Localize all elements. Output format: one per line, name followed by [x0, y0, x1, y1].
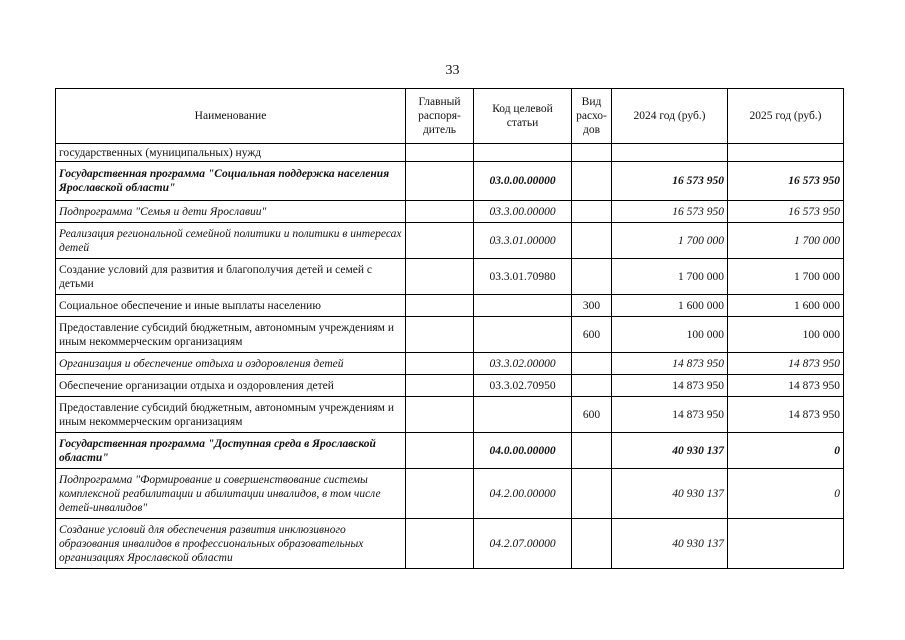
cell-code: 03.0.00.00000 — [474, 162, 572, 201]
table-body — [56, 144, 844, 569]
cell-admin — [406, 397, 474, 433]
cell-y2025: 14 873 950 — [728, 397, 844, 433]
cell-code: 03.3.01.00000 — [474, 223, 572, 259]
cell-y2025 — [728, 519, 844, 569]
table-row — [56, 223, 844, 259]
cell-y2025: 1 700 000 — [728, 259, 844, 295]
budget-table — [55, 88, 844, 569]
cell-y2025 — [728, 144, 844, 162]
cell-vid — [572, 469, 612, 519]
cell-name: Подпрограмма "Семья и дети Ярославии" — [56, 201, 406, 223]
cell-admin — [406, 519, 474, 569]
cell-vid — [572, 259, 612, 295]
cell-code: 03.3.00.00000 — [474, 201, 572, 223]
table-row — [56, 295, 844, 317]
cell-vid: 600 — [572, 397, 612, 433]
cell-name: Подпрограмма "Формирование и совершенствование системы комплексной реабилитации и абилитации инвалидов, в том числе детей-инвалидов" — [56, 469, 406, 519]
cell-y2025: 1 600 000 — [728, 295, 844, 317]
table-row — [56, 201, 844, 223]
cell-y2024 — [612, 144, 728, 162]
cell-code: 04.0.00.00000 — [474, 433, 572, 469]
header-2025: 2025 год (руб.) — [728, 89, 844, 144]
cell-admin — [406, 259, 474, 295]
table-row — [56, 375, 844, 397]
cell-y2025: 0 — [728, 433, 844, 469]
header-admin: Главный распоря-дитель — [406, 89, 474, 144]
cell-code — [474, 295, 572, 317]
cell-code — [474, 397, 572, 433]
cell-vid — [572, 433, 612, 469]
cell-admin — [406, 433, 474, 469]
cell-y2025: 100 000 — [728, 317, 844, 353]
cell-vid — [572, 201, 612, 223]
cell-y2024: 40 930 137 — [612, 519, 728, 569]
table-row — [56, 469, 844, 519]
header-vid: Вид расхо-дов — [572, 89, 612, 144]
cell-admin — [406, 295, 474, 317]
header-name: Наименование — [56, 89, 406, 144]
cell-y2024: 14 873 950 — [612, 397, 728, 433]
cell-vid — [572, 353, 612, 375]
cell-code — [474, 144, 572, 162]
cell-name: Организация и обеспечение отдыха и оздоровления детей — [56, 353, 406, 375]
cell-y2025: 1 700 000 — [728, 223, 844, 259]
cell-name: Социальное обеспечение и иные выплаты населению — [56, 295, 406, 317]
cell-y2024: 16 573 950 — [612, 201, 728, 223]
cell-y2024: 1 700 000 — [612, 223, 728, 259]
cell-name: государственных (муниципальных) нужд — [56, 144, 406, 162]
cell-code: 03.3.02.00000 — [474, 353, 572, 375]
cell-name: Государственная программа "Доступная среда в Ярославской области" — [56, 433, 406, 469]
cell-vid: 300 — [572, 295, 612, 317]
cell-vid — [572, 223, 612, 259]
cell-vid — [572, 162, 612, 201]
cell-admin — [406, 144, 474, 162]
page-number: 33 — [445, 63, 460, 78]
cell-y2024: 16 573 950 — [612, 162, 728, 201]
table-row — [56, 353, 844, 375]
cell-name: Обеспечение организации отдыха и оздоровления детей — [56, 375, 406, 397]
table-row — [56, 259, 844, 295]
cell-name: Предоставление субсидий бюджетным, автономным учреждениям и иным некоммерческим организациям — [56, 397, 406, 433]
cell-code — [474, 317, 572, 353]
cell-code: 04.2.00.00000 — [474, 469, 572, 519]
cell-y2024: 1 700 000 — [612, 259, 728, 295]
cell-y2025: 0 — [728, 469, 844, 519]
table-row — [56, 144, 844, 162]
cell-vid — [572, 519, 612, 569]
cell-y2025: 14 873 950 — [728, 353, 844, 375]
cell-y2024: 14 873 950 — [612, 375, 728, 397]
table-row — [56, 317, 844, 353]
cell-admin — [406, 201, 474, 223]
table-row — [56, 433, 844, 469]
table-row — [56, 519, 844, 569]
table-row — [56, 162, 844, 201]
cell-admin — [406, 223, 474, 259]
cell-y2025: 16 573 950 — [728, 201, 844, 223]
cell-code: 03.3.01.70980 — [474, 259, 572, 295]
header-code: Код целевой статьи — [474, 89, 572, 144]
cell-y2025: 16 573 950 — [728, 162, 844, 201]
cell-admin — [406, 162, 474, 201]
cell-admin — [406, 353, 474, 375]
cell-y2024: 100 000 — [612, 317, 728, 353]
table-header-row — [56, 89, 844, 144]
table-row — [56, 397, 844, 433]
header-2024: 2024 год (руб.) — [612, 89, 728, 144]
cell-y2024: 14 873 950 — [612, 353, 728, 375]
cell-vid — [572, 144, 612, 162]
cell-y2024: 1 600 000 — [612, 295, 728, 317]
cell-vid — [572, 375, 612, 397]
cell-name: Реализация региональной семейной политики и политики в интересах детей — [56, 223, 406, 259]
cell-name: Государственная программа "Социальная поддержка населения Ярославской области" — [56, 162, 406, 201]
cell-admin — [406, 375, 474, 397]
cell-code: 03.3.02.70950 — [474, 375, 572, 397]
cell-code: 04.2.07.00000 — [474, 519, 572, 569]
cell-admin — [406, 469, 474, 519]
cell-y2025: 14 873 950 — [728, 375, 844, 397]
cell-name: Создание условий для обеспечения развития инклюзивного образования инвалидов в профессиональных образовательных организациях Ярославской области — [56, 519, 406, 569]
cell-vid: 600 — [572, 317, 612, 353]
cell-y2024: 40 930 137 — [612, 469, 728, 519]
cell-admin — [406, 317, 474, 353]
cell-name: Создание условий для развития и благополучия детей и семей с детьми — [56, 259, 406, 295]
cell-y2024: 40 930 137 — [612, 433, 728, 469]
cell-name: Предоставление субсидий бюджетным, автономным учреждениям и иным некоммерческим организациям — [56, 317, 406, 353]
